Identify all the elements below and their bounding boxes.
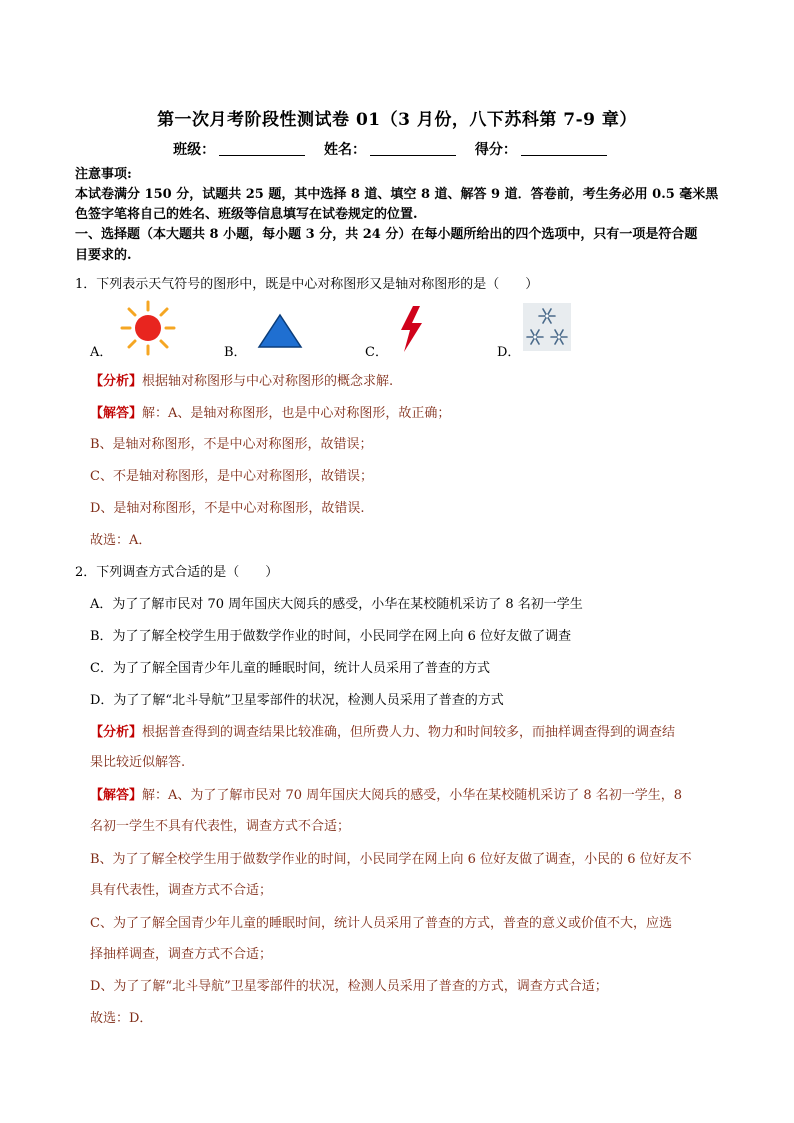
q2-option-b: B．为了了解全校学生用于做数学作业的时间，小民同学在网上向 6 位好友做了调查 [90,629,572,644]
q1-answer-text-1: 解：A、是轴对称图形，也是中心对称图形，故正确； [142,406,451,421]
q1-answer-line-4: D、是轴对称图形，不是中心对称图形，故错误. [90,501,365,516]
page-title: 第一次月考阶段性测试卷 01（3 月份，八下苏科第 7-9 章） [157,110,637,130]
q2-analysis-tag: 【分析】 [90,725,143,740]
student-info-line [0,139,794,159]
notes-line-1: 本试卷满分 150 分，试题共 25 题，其中选择 8 道、填空 8 道、解答 9 道．答卷前，考生务必用 0.5 毫米黑 [75,187,719,202]
q2-answer-line-3: B、为了了解全校学生用于做数学作业的时间，小民同学在网上向 6 位好友做了调查，小民的 6 位好友不 [90,852,692,867]
q2-answer-line-7: D、为了了解“北斗导航”卫星零部件的状况，检测人员采用了普查的方式，调查方式合适； [90,979,608,994]
q1-choice: 故选：A． [90,533,152,548]
lightning-icon [396,305,426,353]
triangle-icon [256,312,304,350]
q2-option-d: D．为了了解“北斗导航”卫星零部件的状况，检测人员采用了普查的方式 [90,693,504,708]
q2-answer-line-4: 具有代表性，调查方式不合适； [90,883,273,898]
q2-option-a: A．为了了解市民对 70 周年国庆大阅兵的感受，小华在某校随机采访了 8 名初一学生 [90,597,583,612]
q1-option-b-label: B． [224,345,247,360]
snowflakes-icon [523,303,571,351]
q2-answer-line-5: C、为了了解全国青少年儿童的睡眠时间，统计人员采用了普查的方式，普查的意义或价值不大，应选 [90,916,672,931]
q2-option-c: C．为了了解全国青少年儿童的睡眠时间，统计人员采用了普查的方式 [90,661,490,676]
q2-answer-line-6: 择抽样调查，调查方式不合适； [90,947,273,962]
class-blank[interactable] [219,141,305,156]
q2-analysis-text-1: 根据普查得到的调查结果比较准确，但所费人力、物力和时间较多，而抽样调查得到的调查结 [142,725,676,740]
section-1-line-1: 一、选择题（本大题共 8 小题，每小题 3 分，共 24 分）在每小题所给出的四个选项中，只有一项是符合题 [75,227,698,242]
q2-answer-tag: 【解答】 [90,788,143,803]
sun-icon [118,300,178,356]
name-blank[interactable] [370,141,456,156]
q2-stem: 2．下列调查方式合适的是（ ） [75,565,279,580]
q2-answer-line-2: 名初一学生不具有代表性，调查方式不合适； [90,819,351,834]
q1-analysis-text: 根据轴对称图形与中心对称图形的概念求解. [142,374,394,389]
q1-analysis-tag: 【分析】 [90,374,143,389]
q1-answer-line-1 [90,402,450,421]
q2-choice: 故选：D． [90,1011,153,1026]
class-label: 班级： [173,142,216,158]
q1-option-d-label: D． [497,345,521,360]
notes-line-2: 色签字笔将自己的姓名、班级等信息填写在试卷规定的位置. [75,207,418,222]
q2-analysis-line-2: 果比较近似解答. [90,755,186,770]
notes-heading: 注意事项: [75,167,132,182]
score-label: 得分： [474,142,517,158]
q2-answer-text-1: 解：A、为了了解市民对 70 周年国庆大阅兵的感受，小华在某校随机采访了 8 名初一学生，8 [142,788,683,803]
q1-option-a-label: A． [90,345,113,360]
q2-analysis-line-1 [90,721,675,740]
name-label: 姓名： [324,142,366,158]
q1-answer-tag: 【解答】 [90,406,143,421]
q1-analysis [90,370,393,389]
score-blank[interactable] [521,141,607,156]
q1-option-c-label: C． [365,345,388,360]
q2-answer-line-1 [90,784,682,803]
section-1-line-2: 目要求的. [75,248,132,263]
q1-stem: 1．下列表示天气符号的图形中，既是中心对称图形又是轴对称图形的是（ ） [75,277,539,292]
q1-answer-line-3: C、不是轴对称图形，是中心对称图形，故错误； [90,469,373,484]
q1-answer-line-2: B、是轴对称图形，不是中心对称图形，故错误； [90,437,373,452]
